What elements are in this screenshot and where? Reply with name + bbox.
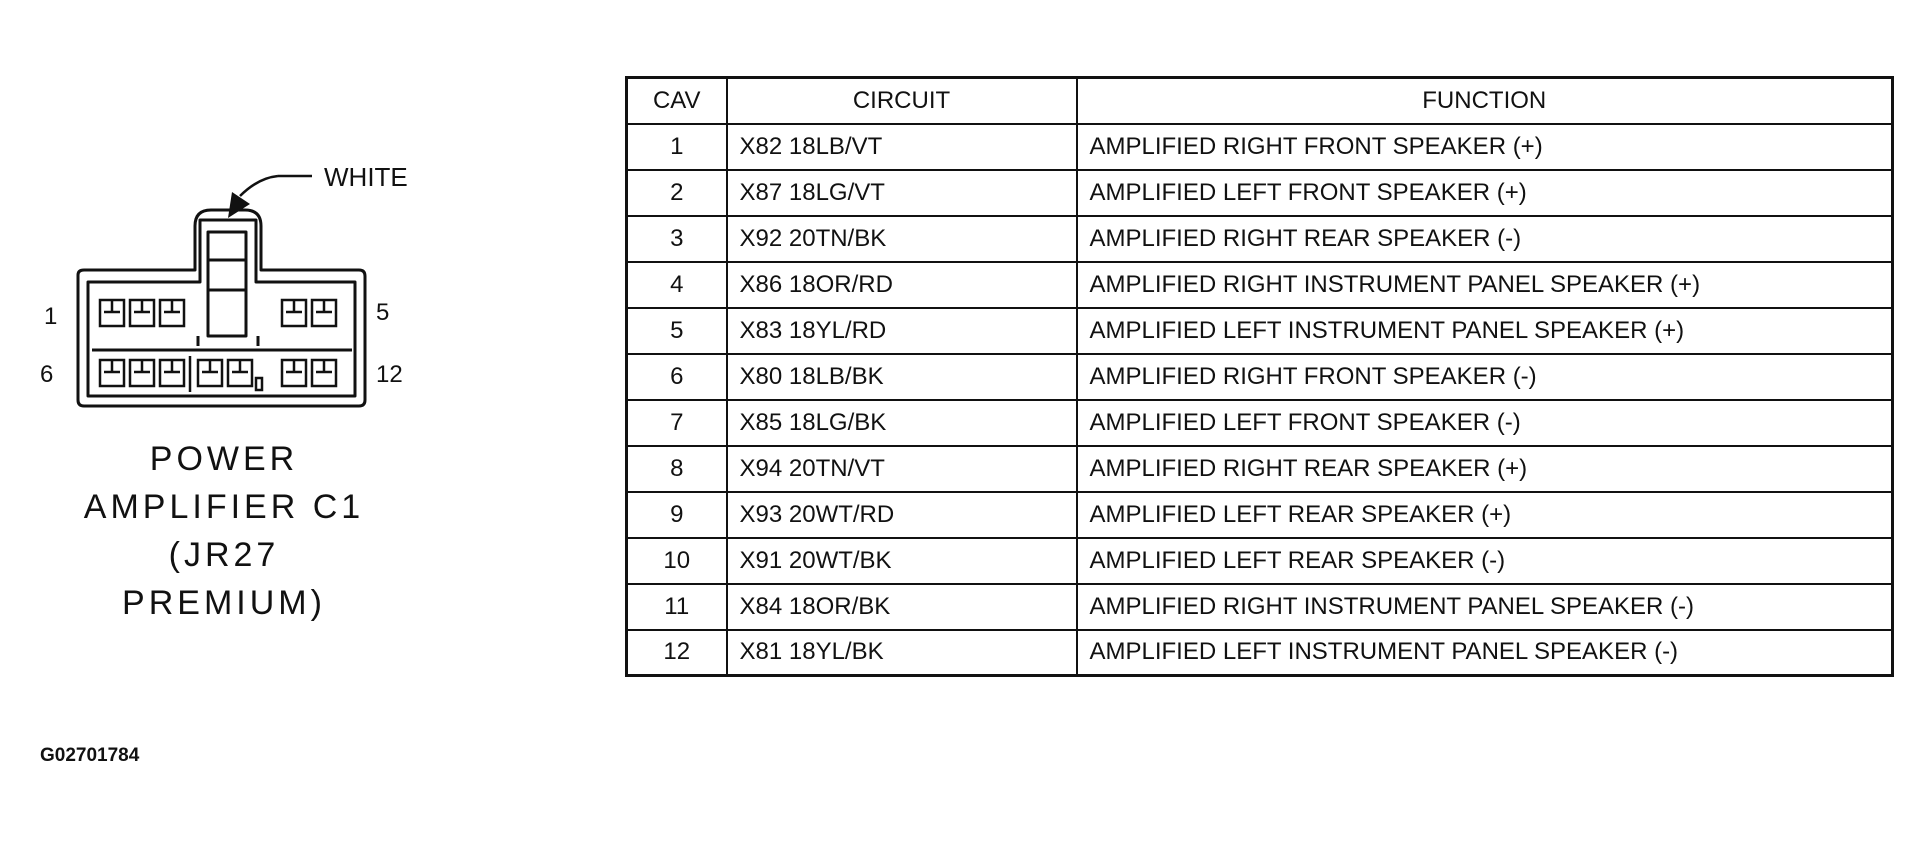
- cell-function: AMPLIFIED LEFT REAR SPEAKER (+): [1077, 492, 1893, 538]
- table-row: [627, 492, 1893, 538]
- header-circuit: CIRCUIT: [727, 78, 1077, 124]
- cavity: [282, 360, 306, 386]
- cell-function: AMPLIFIED RIGHT REAR SPEAKER (-): [1077, 216, 1893, 262]
- cell-circuit: X80 18LB/BK: [727, 354, 1077, 400]
- cell-cav: 1: [627, 124, 727, 170]
- cell-function: AMPLIFIED RIGHT FRONT SPEAKER (-): [1077, 354, 1893, 400]
- latch-slot: [208, 232, 246, 336]
- table-row: [627, 170, 1893, 216]
- cell-circuit: X91 20WT/BK: [727, 538, 1077, 584]
- pin-label-top-right: 5: [376, 299, 390, 326]
- cavity: [228, 360, 252, 386]
- cell-circuit: X94 20TN/VT: [727, 446, 1077, 492]
- cell-function: AMPLIFIED LEFT FRONT SPEAKER (+): [1077, 170, 1893, 216]
- cell-function: AMPLIFIED LEFT REAR SPEAKER (-): [1077, 538, 1893, 584]
- cell-function: AMPLIFIED LEFT INSTRUMENT PANEL SPEAKER (-): [1077, 630, 1893, 676]
- cavity: [130, 360, 154, 386]
- cavity: [130, 300, 154, 326]
- cell-function: AMPLIFIED LEFT INSTRUMENT PANEL SPEAKER (+): [1077, 308, 1893, 354]
- cell-function: AMPLIFIED RIGHT INSTRUMENT PANEL SPEAKER (-): [1077, 584, 1893, 630]
- cavity: [312, 300, 336, 326]
- cell-circuit: X87 18LG/VT: [727, 170, 1077, 216]
- table-row: [627, 124, 1893, 170]
- table-row: [627, 216, 1893, 262]
- cell-cav: 11: [627, 584, 727, 630]
- cell-cav: 9: [627, 492, 727, 538]
- cell-cav: 12: [627, 630, 727, 676]
- cell-cav: 10: [627, 538, 727, 584]
- cavity: [198, 360, 222, 386]
- pin-label-bottom-left: 6: [40, 361, 54, 388]
- cell-circuit: X82 18LB/VT: [727, 124, 1077, 170]
- cavity: [160, 360, 184, 386]
- cell-function: AMPLIFIED RIGHT REAR SPEAKER (+): [1077, 446, 1893, 492]
- connector-diagram: [0, 0, 640, 842]
- cavity: [160, 300, 184, 326]
- cell-cav: 6: [627, 354, 727, 400]
- cell-cav: 3: [627, 216, 727, 262]
- cavity: [100, 300, 124, 326]
- pin-label-bottom-right: 12: [376, 361, 403, 388]
- cavity: [100, 360, 124, 386]
- table-row: [627, 630, 1893, 676]
- cell-cav: 5: [627, 308, 727, 354]
- connector-title-line-4: PREMIUM): [122, 584, 326, 622]
- connector-title-line-1: POWER: [149, 440, 299, 478]
- table-row: [627, 400, 1893, 446]
- figure-id: G02701784: [40, 745, 140, 766]
- table-header-row: [627, 78, 1893, 124]
- table-row: [627, 354, 1893, 400]
- cell-function: AMPLIFIED RIGHT FRONT SPEAKER (+): [1077, 124, 1893, 170]
- cell-cav: 4: [627, 262, 727, 308]
- wire-color-label: WHITE: [324, 162, 408, 192]
- table-row: [627, 262, 1893, 308]
- wire-color-callout: [228, 176, 312, 218]
- cell-circuit: X85 18LG/BK: [727, 400, 1077, 446]
- cell-circuit: X83 18YL/RD: [727, 308, 1077, 354]
- cavity: [282, 300, 306, 326]
- table-row: [627, 538, 1893, 584]
- cell-circuit: X86 18OR/RD: [727, 262, 1077, 308]
- cavity: [312, 360, 336, 386]
- cell-function: AMPLIFIED RIGHT INSTRUMENT PANEL SPEAKER (+): [1077, 262, 1893, 308]
- cell-circuit: X92 20TN/BK: [727, 216, 1077, 262]
- table-row: [627, 446, 1893, 492]
- connector-title-line-2: AMPLIFIER C1: [83, 488, 365, 526]
- cell-circuit: X84 18OR/BK: [727, 584, 1077, 630]
- header-cav: CAV: [627, 78, 727, 124]
- cell-circuit: X81 18YL/BK: [727, 630, 1077, 676]
- cell-cav: 8: [627, 446, 727, 492]
- pinout-table: [625, 76, 1894, 677]
- connector-title-line-3: (JR27: [168, 536, 280, 574]
- cell-function: AMPLIFIED LEFT FRONT SPEAKER (-): [1077, 400, 1893, 446]
- pin-label-top-left: 1: [44, 303, 58, 330]
- header-function: FUNCTION: [1077, 78, 1893, 124]
- cell-cav: 7: [627, 400, 727, 446]
- cell-circuit: X93 20WT/RD: [727, 492, 1077, 538]
- table-row: [627, 308, 1893, 354]
- cell-cav: 2: [627, 170, 727, 216]
- table-row: [627, 584, 1893, 630]
